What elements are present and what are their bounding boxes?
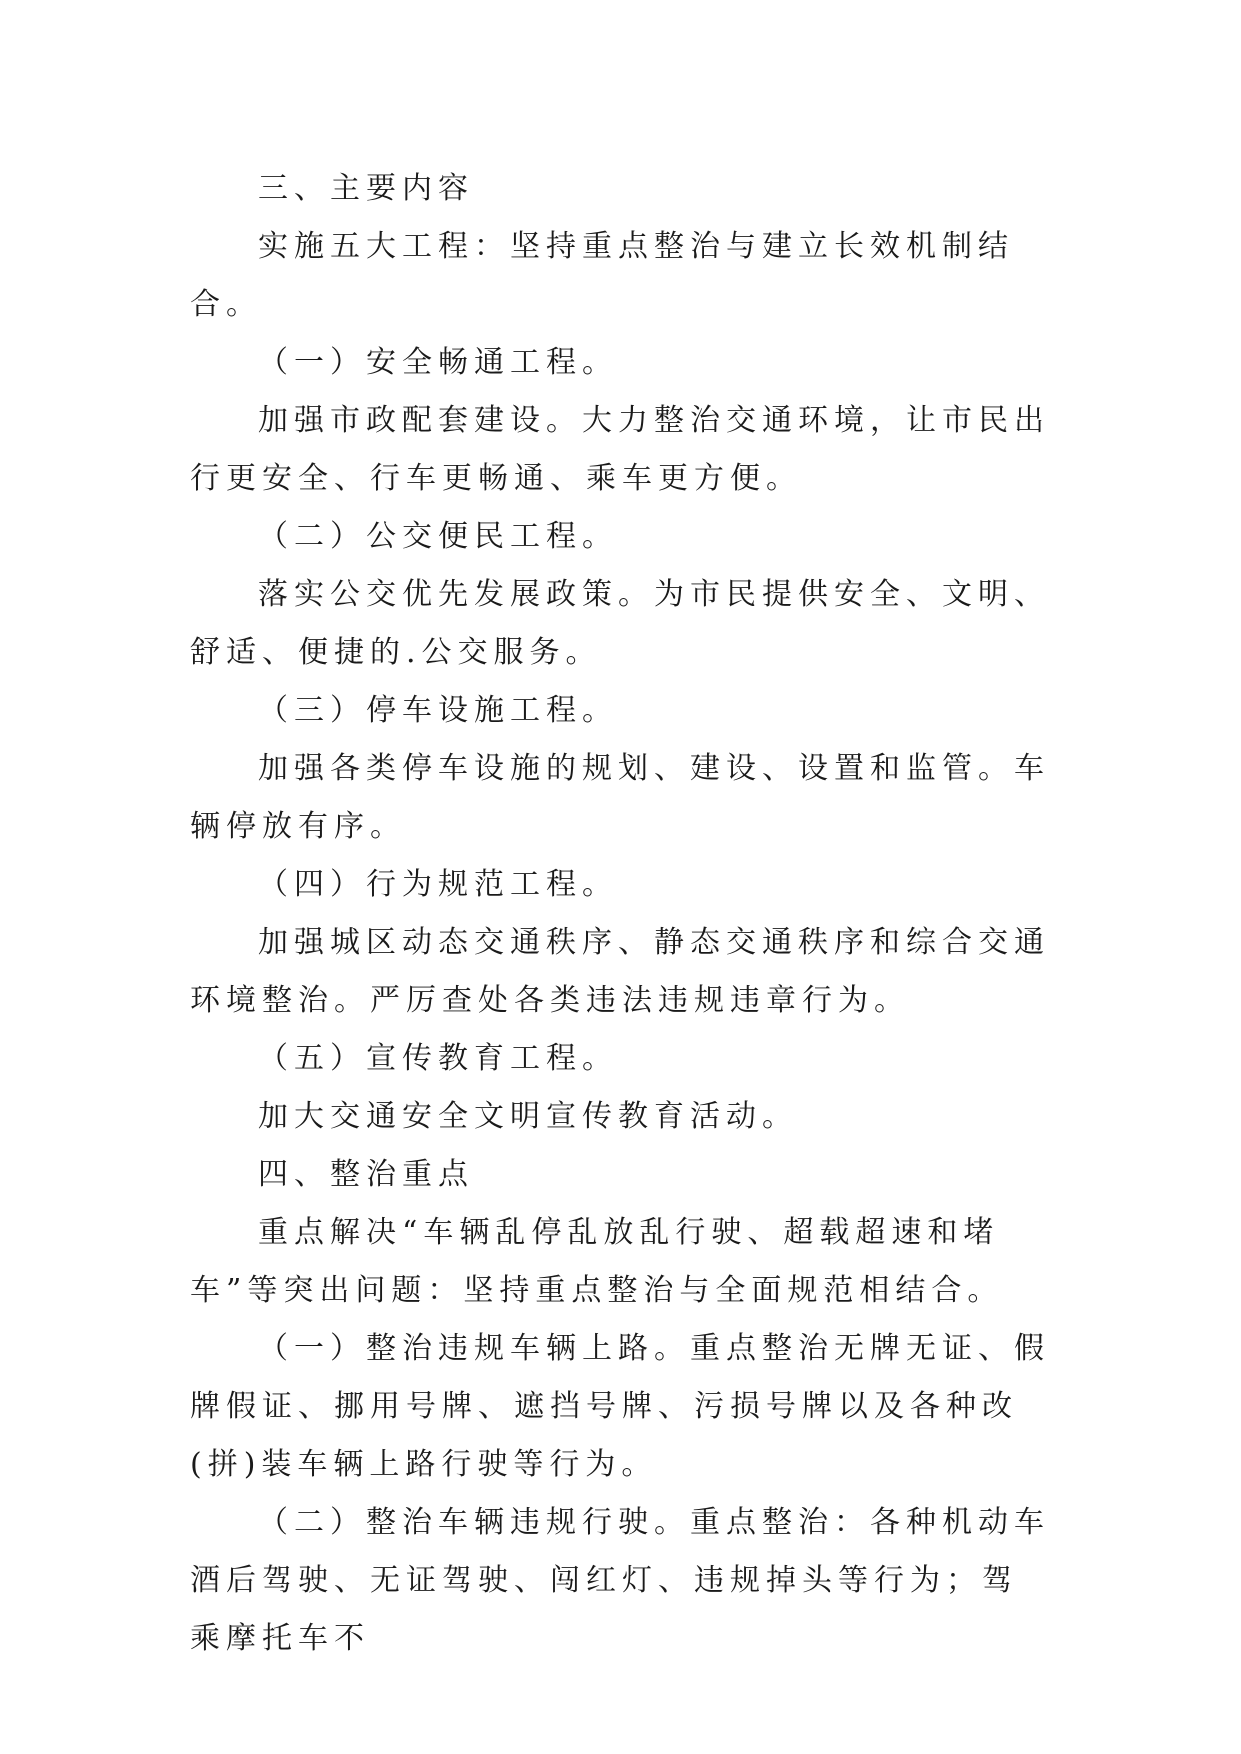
document-body	[190, 160, 1050, 1668]
section-heading-main-content: 三、主要内容	[258, 171, 474, 206]
subheading: （三）停车设施工程。	[258, 693, 618, 728]
subheading: （二）公交便民工程。	[258, 519, 618, 554]
subheading: （一）安全畅通工程。	[258, 345, 618, 380]
paragraph: 加大交通安全文明宣传教育活动。	[258, 1099, 798, 1134]
paragraph: 落实公交优先发展政策。为市民提供安全、文明、舒适、便捷的.公交服务。	[190, 577, 1050, 670]
paragraph: 实施五大工程：坚持重点整治与建立长效机制结合。	[190, 229, 1014, 322]
subheading: （五）宣传教育工程。	[258, 1041, 618, 1076]
paragraph: （一）整治违规车辆上路。重点整治无牌无证、假牌假证、挪用号牌、遮挡号牌、污损号牌以及各种改(拼)装车辆上路行驶等行为。	[190, 1331, 1050, 1482]
paragraph: 加强城区动态交通秩序、静态交通秩序和综合交通环境整治。严厉查处各类违法违规违章行为。	[190, 925, 1050, 1018]
paragraph: 加强各类停车设施的规划、建设、设置和监管。车辆停放有序。	[190, 751, 1050, 844]
paragraph: （二）整治车辆违规行驶。重点整治：各种机动车酒后驾驶、无证驾驶、闯红灯、违规掉头等行为；驾乘摩托车不	[190, 1505, 1050, 1656]
paragraph: 重点解决“车辆乱停乱放乱行驶、超载超速和堵车”等突出问题：坚持重点整治与全面规范相结合。	[190, 1215, 1004, 1308]
paragraph: 加强市政配套建设。大力整治交通环境，让市民出行更安全、行车更畅通、乘车更方便。	[190, 403, 1050, 496]
subheading: （四）行为规范工程。	[258, 867, 618, 902]
section-heading-key-points: 四、整治重点	[258, 1157, 474, 1192]
